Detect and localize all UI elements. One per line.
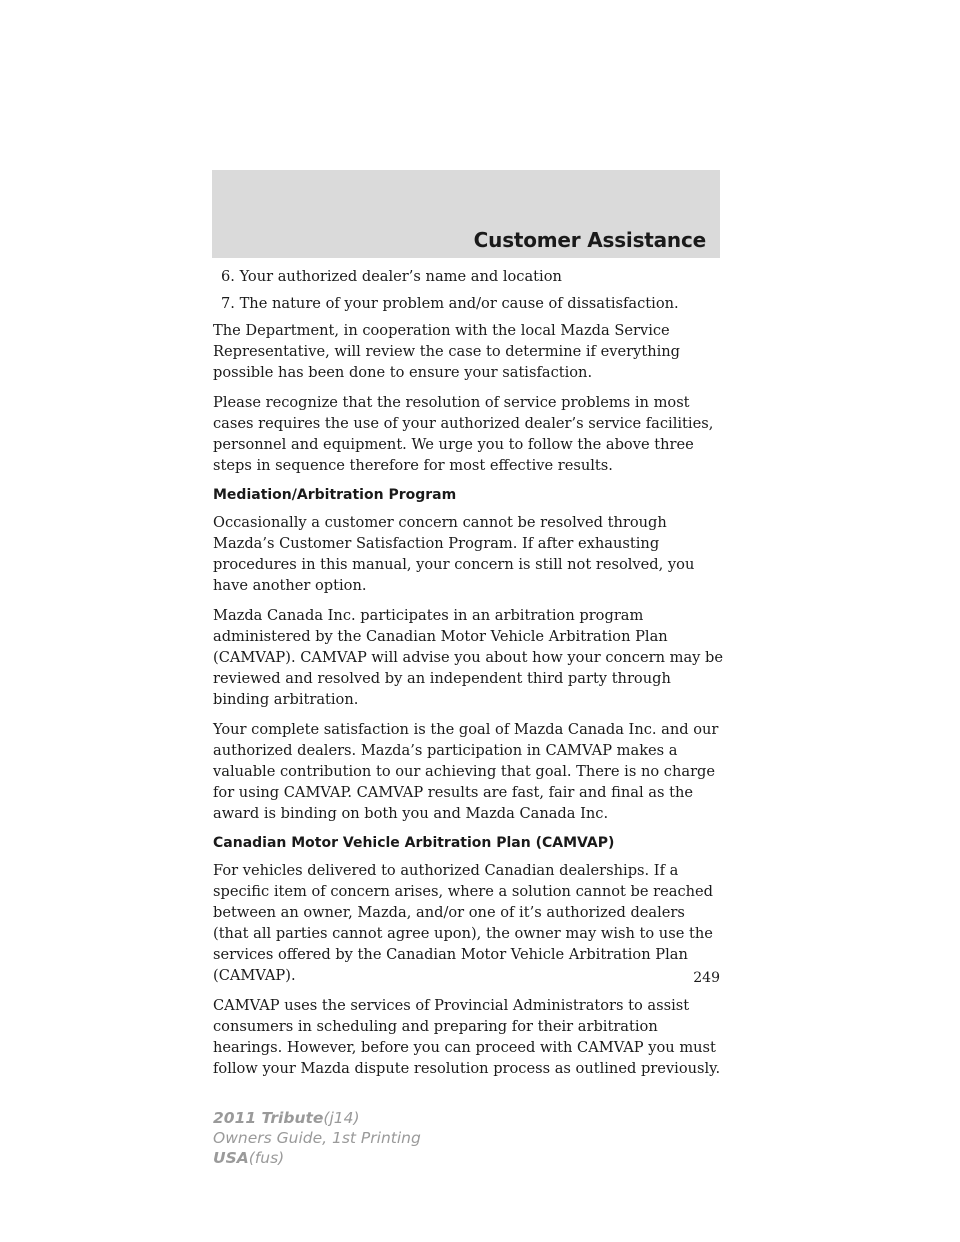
- paragraph: The Department, in cooperation with the local Mazda Service Representative, will review the case to determine if everything possible has been done to ensure your satisfaction.: [213, 322, 681, 381]
- print-footer: [213, 1108, 421, 1168]
- heading-mediation: Mediation/Arbitration Program: [213, 487, 457, 503]
- footer-market: USA: [213, 1149, 249, 1167]
- section-header-band: [212, 170, 720, 258]
- list-item: 7. The nature of your problem and/or cause of dissatisfaction.: [221, 295, 679, 312]
- heading-camvap: Canadian Motor Vehicle Arbitration Plan (CAMVAP): [213, 835, 615, 851]
- footer-line-3: [213, 1148, 421, 1168]
- paragraph: For vehicles delivered to authorized Canadian dealerships. If a specific item of concern arises, where a solution cannot be reached between an owner, Mazda, and/or one of it’s authorized dealers (that all parties cannot agree upon), the owner may wish to use the services offered by the Canadian Motor Vehicle Arbitration Plan (CAMVAP).: [213, 862, 714, 984]
- footer-line-2: Owners Guide, 1st Printing: [213, 1129, 421, 1147]
- footer-model-code: (j14): [323, 1109, 360, 1127]
- footer-line-1: [213, 1108, 421, 1128]
- footer-model: 2011 Tribute: [213, 1109, 324, 1127]
- page-number: 249: [693, 970, 720, 986]
- section-title: Customer Assistance: [473, 228, 706, 252]
- paragraph: Mazda Canada Inc. participates in an arbitration program administered by the Canadian Motor Vehicle Arbitration Plan (CAMVAP). CAMVAP will advise you about how your concern may be reviewed and resolved by an independent third party through binding arbitration.: [213, 607, 724, 708]
- paragraph: CAMVAP uses the services of Provincial Administrators to assist consumers in scheduling and preparing for their arbitration hearings. However, before you can proceed with CAMVAP you must follow your Mazda dispute resolution process as outlined previously.: [213, 997, 721, 1077]
- paragraph: Your complete satisfaction is the goal of Mazda Canada Inc. and our authorized dealers. Mazda’s participation in CAMVAP makes a valuable contribution to our achieving that goal. There is no charge for using CAMVAP. CAMVAP results are fast, fair and final as the award is binding on both you and Mazda Canada Inc.: [213, 721, 719, 822]
- paragraph: Occasionally a customer concern cannot be resolved through Mazda’s Customer Satisfaction Program. If after exhausting procedures in this manual, your concern is still not resolved, you have another option.: [213, 514, 695, 594]
- page-content: [213, 266, 723, 1088]
- footer-market-code: (fus): [248, 1149, 285, 1167]
- paragraph: Please recognize that the resolution of service problems in most cases requires the use of your authorized dealer’s service facilities, personnel and equipment. We urge you to follow the above three steps in sequence therefore for most effective results.: [213, 394, 714, 474]
- list-item: 6. Your authorized dealer’s name and location: [221, 268, 562, 285]
